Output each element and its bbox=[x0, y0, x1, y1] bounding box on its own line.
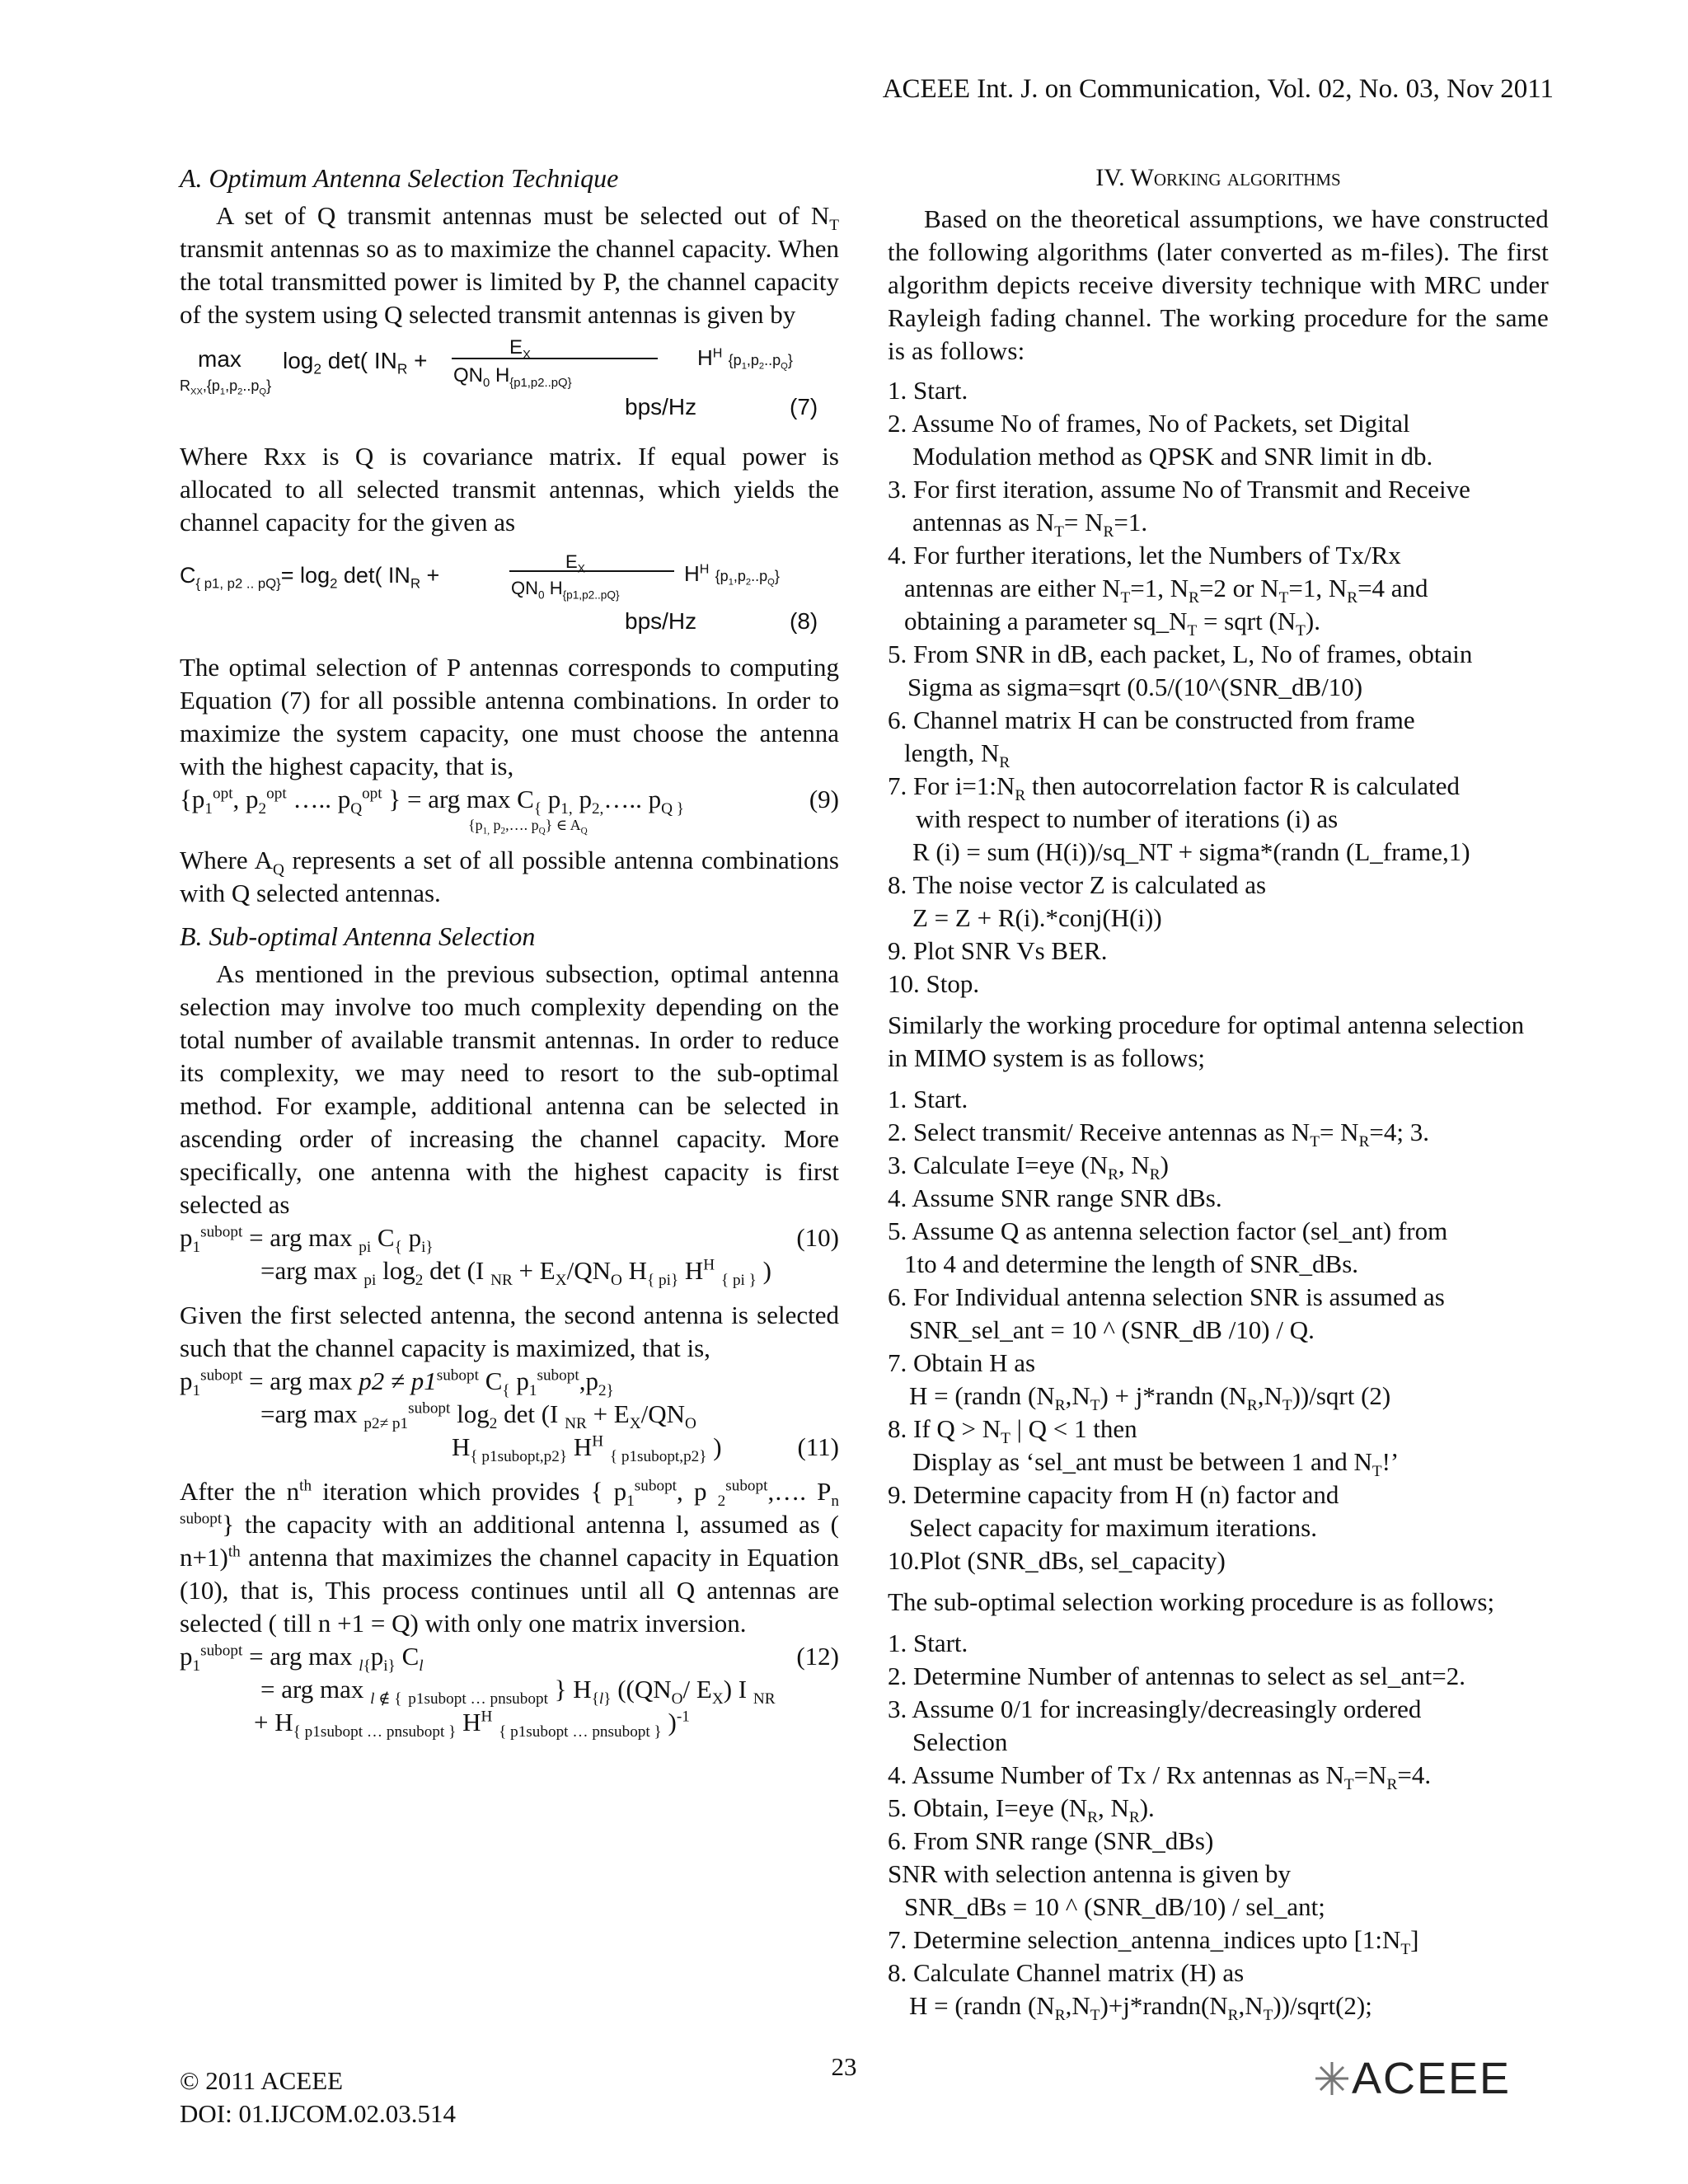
list-item: 3. Assume 0/1 for increasingly/decreasingly ordered bbox=[888, 1694, 1422, 1723]
list-item: 3. For first iteration, assume No of Transmit and Receive bbox=[888, 475, 1470, 504]
list-item: 1to 4 and determine the length of SNR_dBs. bbox=[904, 1249, 1359, 1278]
algorithm-2 bbox=[888, 1083, 1549, 1577]
equation-9: {$p_1^{opt}$, $p_2^{opt}$ ….. $p_Q^{opt}$ } = arg $\max C_{\{}$ $p_{1,}$ $p_{2,}\dots$.. $p_{Q \}}$ (9) bbox=[180, 785, 839, 818]
equation-7: max $R_{XX},\{p_1,p_2..p_Q\}$ $\log_2 \det$( $IN_R$ + $E_X$ $QN_0$ $H_{\{p1,p2..pQ\}}$ $H^H$ $\{p_1,p_2..p_Q\}$ bps/Hz (7) bbox=[180, 336, 818, 419]
page-number: 23 bbox=[831, 2052, 857, 2081]
list-item: Z = Z + R(i).*conj(H(i)) bbox=[912, 903, 1162, 932]
list-item: 9. Determine capacity from H (n) factor and bbox=[888, 1480, 1339, 1509]
equation-12-line3: + $H_{\{ p1subopt \dots pnsubopt \}}$ $H^H$ $_{\{ p1subopt \dots pnsubopt \}}$ )$^{-1}$ bbox=[254, 1708, 690, 1741]
list-item: 10. Stop. bbox=[888, 969, 980, 998]
algorithm-1 bbox=[888, 374, 1549, 1001]
copyright: © 2011 ACEEE bbox=[180, 2066, 344, 2095]
list-item: 9. Plot SNR Vs BER. bbox=[888, 936, 1108, 965]
list-item: 4. For further iterations, let the Numbers of Tx/Rx bbox=[888, 541, 1401, 569]
aceee-logo-text: ACEEE bbox=[1352, 2054, 1512, 2103]
list-item: 1. Start. bbox=[888, 1085, 968, 1113]
list-item: 6. From SNR range (SNR_dBs) bbox=[888, 1826, 1214, 1855]
list-item: 5. From SNR in dB, each packet, L, No of frames, obtain bbox=[888, 640, 1473, 668]
list-item: 1. Start. bbox=[888, 1629, 968, 1657]
list-item: 4. Assume SNR range SNR dBs. bbox=[888, 1183, 1222, 1212]
list-item: Selection bbox=[912, 1727, 1008, 1756]
list-item: H = (randn $(N_R,N_T)$ + j*randn $(N_R,N_T)$)/sqrt (2) bbox=[909, 1381, 1391, 1415]
list-item: SNR_dBs = 10 ^ (SNR_dB/10) / sel_ant; bbox=[904, 1892, 1325, 1921]
optimal-paragraph: The optimal selection of P antennas corresponds to computing Equation (7) for all possible antenna combinations. In order to maximize the system capacity, one must choose the antenna with the highest capacity, that is, bbox=[180, 653, 839, 780]
list-item: antennas as $N_T= N_R=1$. bbox=[912, 508, 1148, 541]
list-item: 7. For $i=1:N_R$ then autocorrelation factor R is calculated bbox=[888, 771, 1461, 805]
list-item: Display as ‘sel_ant must be between 1 and $N_T$!’ bbox=[912, 1447, 1400, 1481]
aceee-logo bbox=[1311, 2054, 1550, 2103]
equation-10-line2: =arg max $_{pi}$ $\log_2 \det (I$ $_{NR} + E_X/QN_O$ $H_{\{ pi\}}$ $H^H$ $_{\{ pi \}}$ ) bbox=[260, 1256, 771, 1290]
list-item: 2. Select transmit/ Receive antennas as $N_T= N_R=4$; 3. bbox=[888, 1118, 1429, 1151]
list-item: 10.Plot (SNR_dBs, sel_capacity) bbox=[888, 1546, 1226, 1575]
algorithm-3-intro: The sub-optimal selection working procedure is as follows; bbox=[888, 1587, 1495, 1616]
list-item: Modulation method as QPSK and SNR limit in db. bbox=[912, 442, 1433, 471]
list-item: 3. Calculate I=eye ($N_R$, $N_R$) bbox=[888, 1151, 1169, 1184]
list-item: Select capacity for maximum iterations. bbox=[909, 1513, 1317, 1542]
list-item: 5. Assume Q as antenna selection factor (sel_ant) from bbox=[888, 1216, 1448, 1245]
list-item: obtaining a parameter $sq\_N_T$ = sqrt $(N_T)$. bbox=[904, 607, 1320, 640]
algorithm-2-intro: Similarly the working procedure for optimal antenna selection in MIMO system is as follows; bbox=[888, 1010, 1525, 1072]
list-item: 2. Determine Number of antennas to select as sel_ant=2. bbox=[888, 1661, 1465, 1690]
after-nth-paragraph: After the $n^{th}$ iteration which provides { $p_1^{subopt}$, p $_2^{subopt}$,…. $P_n$ $^{subopt}$} the capacity with an additional antenna l, assumed as ( n+1)$^{th}$ antenna that maximizes the channel capacity in Equation (10), that is, This process continues until all Q antennas are selected ( till n +1 = Q) with only one matrix inversion. bbox=[180, 1477, 840, 1638]
list-item: R (i) = sum (H(i))/sq_NT + sigma*(randn (L_frame,1) bbox=[912, 837, 1470, 866]
equation-8: $C_{\{ p1, p2 .. pQ\}}= \log_2 \det$( $IN_R$ + $E_X$ $QN_0$ $H_{\{p1,p2..pQ\}}$ $H^H$ $\{p_1,p_2..p_Q\}$ bps/Hz (8) bbox=[180, 551, 818, 634]
list-item: length, $N_R$ bbox=[904, 738, 1010, 772]
journal-header: ACEEE Int. J. on Communication, Vol. 02, No. 03, Nov 2011 bbox=[882, 74, 1554, 104]
doi: DOI: 01.IJCOM.02.03.514 bbox=[180, 2099, 456, 2128]
list-item: 8. If $Q > N_T$ | Q < 1 then bbox=[888, 1414, 1137, 1448]
equation-11-line1: $p_1^{subopt}$ = arg $\max p2 \ne p1^{subopt}$ $C_{\{}$ $p_1^{subopt},p_{2\}}$ bbox=[180, 1366, 614, 1400]
equation-9-subscript: {$p_{1,}$ $p_2,\dots$. $p_Q$} ∈ $A_Q$ bbox=[468, 817, 588, 837]
list-item: 1. Start. bbox=[888, 376, 968, 405]
list-item: 5. Obtain, I=eye ($N_R$, $N_R$). bbox=[888, 1793, 1155, 1827]
list-item: antennas are either $N_T=1$, $N_R=2$ or $N_T=1$, $N_R=4$ and bbox=[904, 574, 1428, 607]
list-item: SNR_sel_ant = 10 ^ (SNR_dB /10) / Q. bbox=[909, 1315, 1315, 1344]
list-item: 8. Calculate Channel matrix (H) as bbox=[888, 1958, 1245, 1987]
equation-10-line1: $p_1^{subopt}$ = arg max $_{pi}$ $C_{\{}$ $p_{i\}}$ (10) bbox=[180, 1223, 839, 1257]
equation-12-line1: $p_1^{subopt}$ = arg $\max _{l\{}p_{i\}}$ $C_l$ (12) bbox=[180, 1642, 839, 1675]
list-item: 7. Obtain H as bbox=[888, 1348, 1036, 1377]
section-b-paragraph: As mentioned in the previous subsection, optimal antenna selection may involve too much complexity depending on the total number of available transmit antennas. In order to reduce its complexity, we may need to resort to the sub-optimal method. For example, additional antenna can be selected in ascending order of increasing the channel capacity. More specifically, one antenna with the highest capacity is first selected as bbox=[180, 959, 839, 1219]
equation-12-line2: = arg max $_{l \notin \{}$ $_{p1subopt \dots pnsubopt}$ } $H_{\{l\}}$ (($QN_O/$ $E_X$) I $_{NR}$ bbox=[260, 1675, 776, 1708]
section-iv-heading: IV. Working algorithms bbox=[1095, 164, 1341, 191]
list-item: 2. Assume No of frames, No of Packets, set Digital bbox=[888, 409, 1410, 438]
list-item: H = (randn $(N_R,N_T)+j*randn(N_R,N_T))/sqrt(2)$; bbox=[909, 1991, 1372, 2025]
list-item: Sigma as sigma=sqrt (0.5/(10^(SNR_dB/10) bbox=[907, 673, 1363, 701]
algorithms-intro: Based on the theoretical assumptions, we have constructed the following algorithms (later converted as m-files). The first algorithm depicts receive diversity technique with MRC under Rayleigh fading channel. The working procedure for the same is as follows: bbox=[888, 204, 1549, 365]
list-item: with respect to number of iterations (i) as bbox=[916, 804, 1339, 833]
equation-11-line2: =arg max $_{p2\ne p1}^{subopt}$ $\log_2 \det (I$ $_{NR} + E_X/QN_O$ bbox=[260, 1399, 696, 1433]
footer-left bbox=[180, 2064, 456, 2130]
section-b-title: B. Sub-optimal Antenna Selection bbox=[180, 921, 536, 951]
list-item: 8. The noise vector Z is calculated as bbox=[888, 870, 1267, 899]
list-item: 6. Channel matrix H can be constructed from frame bbox=[888, 705, 1415, 734]
left-column bbox=[180, 162, 839, 1739]
where-rxx-paragraph: Where Rxx is Q is covariance matrix. If equal power is allocated to all selected transmit antennas, which yields the channel capacity for the given as bbox=[180, 442, 839, 537]
list-item: 7. Determine selection_antenna_indices upto $[1:N_T]$ bbox=[888, 1925, 1419, 1959]
list-item: SNR with selection antenna is given by bbox=[888, 1859, 1292, 1888]
section-a-title: A. Optimum Antenna Selection Technique bbox=[180, 163, 619, 193]
given-paragraph: Given the first selected antenna, the second antenna is selected such that the channel capacity is maximized, that is, bbox=[180, 1301, 839, 1362]
where-aq-paragraph: Where $A_Q$ represents a set of all possible antenna combinations with Q selected antennas. bbox=[180, 846, 840, 907]
section-a-paragraph: A set of Q transmit antennas must be selected out of $N_T$ transmit antennas so as to maximize the channel capacity. When the total transmitted power is limited by P, the channel capacity of the system using Q selected transmit antennas is given by bbox=[180, 201, 839, 329]
right-column bbox=[888, 162, 1549, 2025]
equation-11-line3: $H_{\{ p1subopt,p2\}}$ $H^H$ $_{\{ p1subopt,p2\}}$ ) (11) bbox=[452, 1432, 839, 1466]
algorithm-3 bbox=[888, 1627, 1549, 2025]
list-item: 6. For Individual antenna selection SNR is assumed as bbox=[888, 1282, 1445, 1311]
list-item: 4. Assume Number of Tx / Rx antennas as $N_T=N_R=4$. bbox=[888, 1760, 1432, 1794]
